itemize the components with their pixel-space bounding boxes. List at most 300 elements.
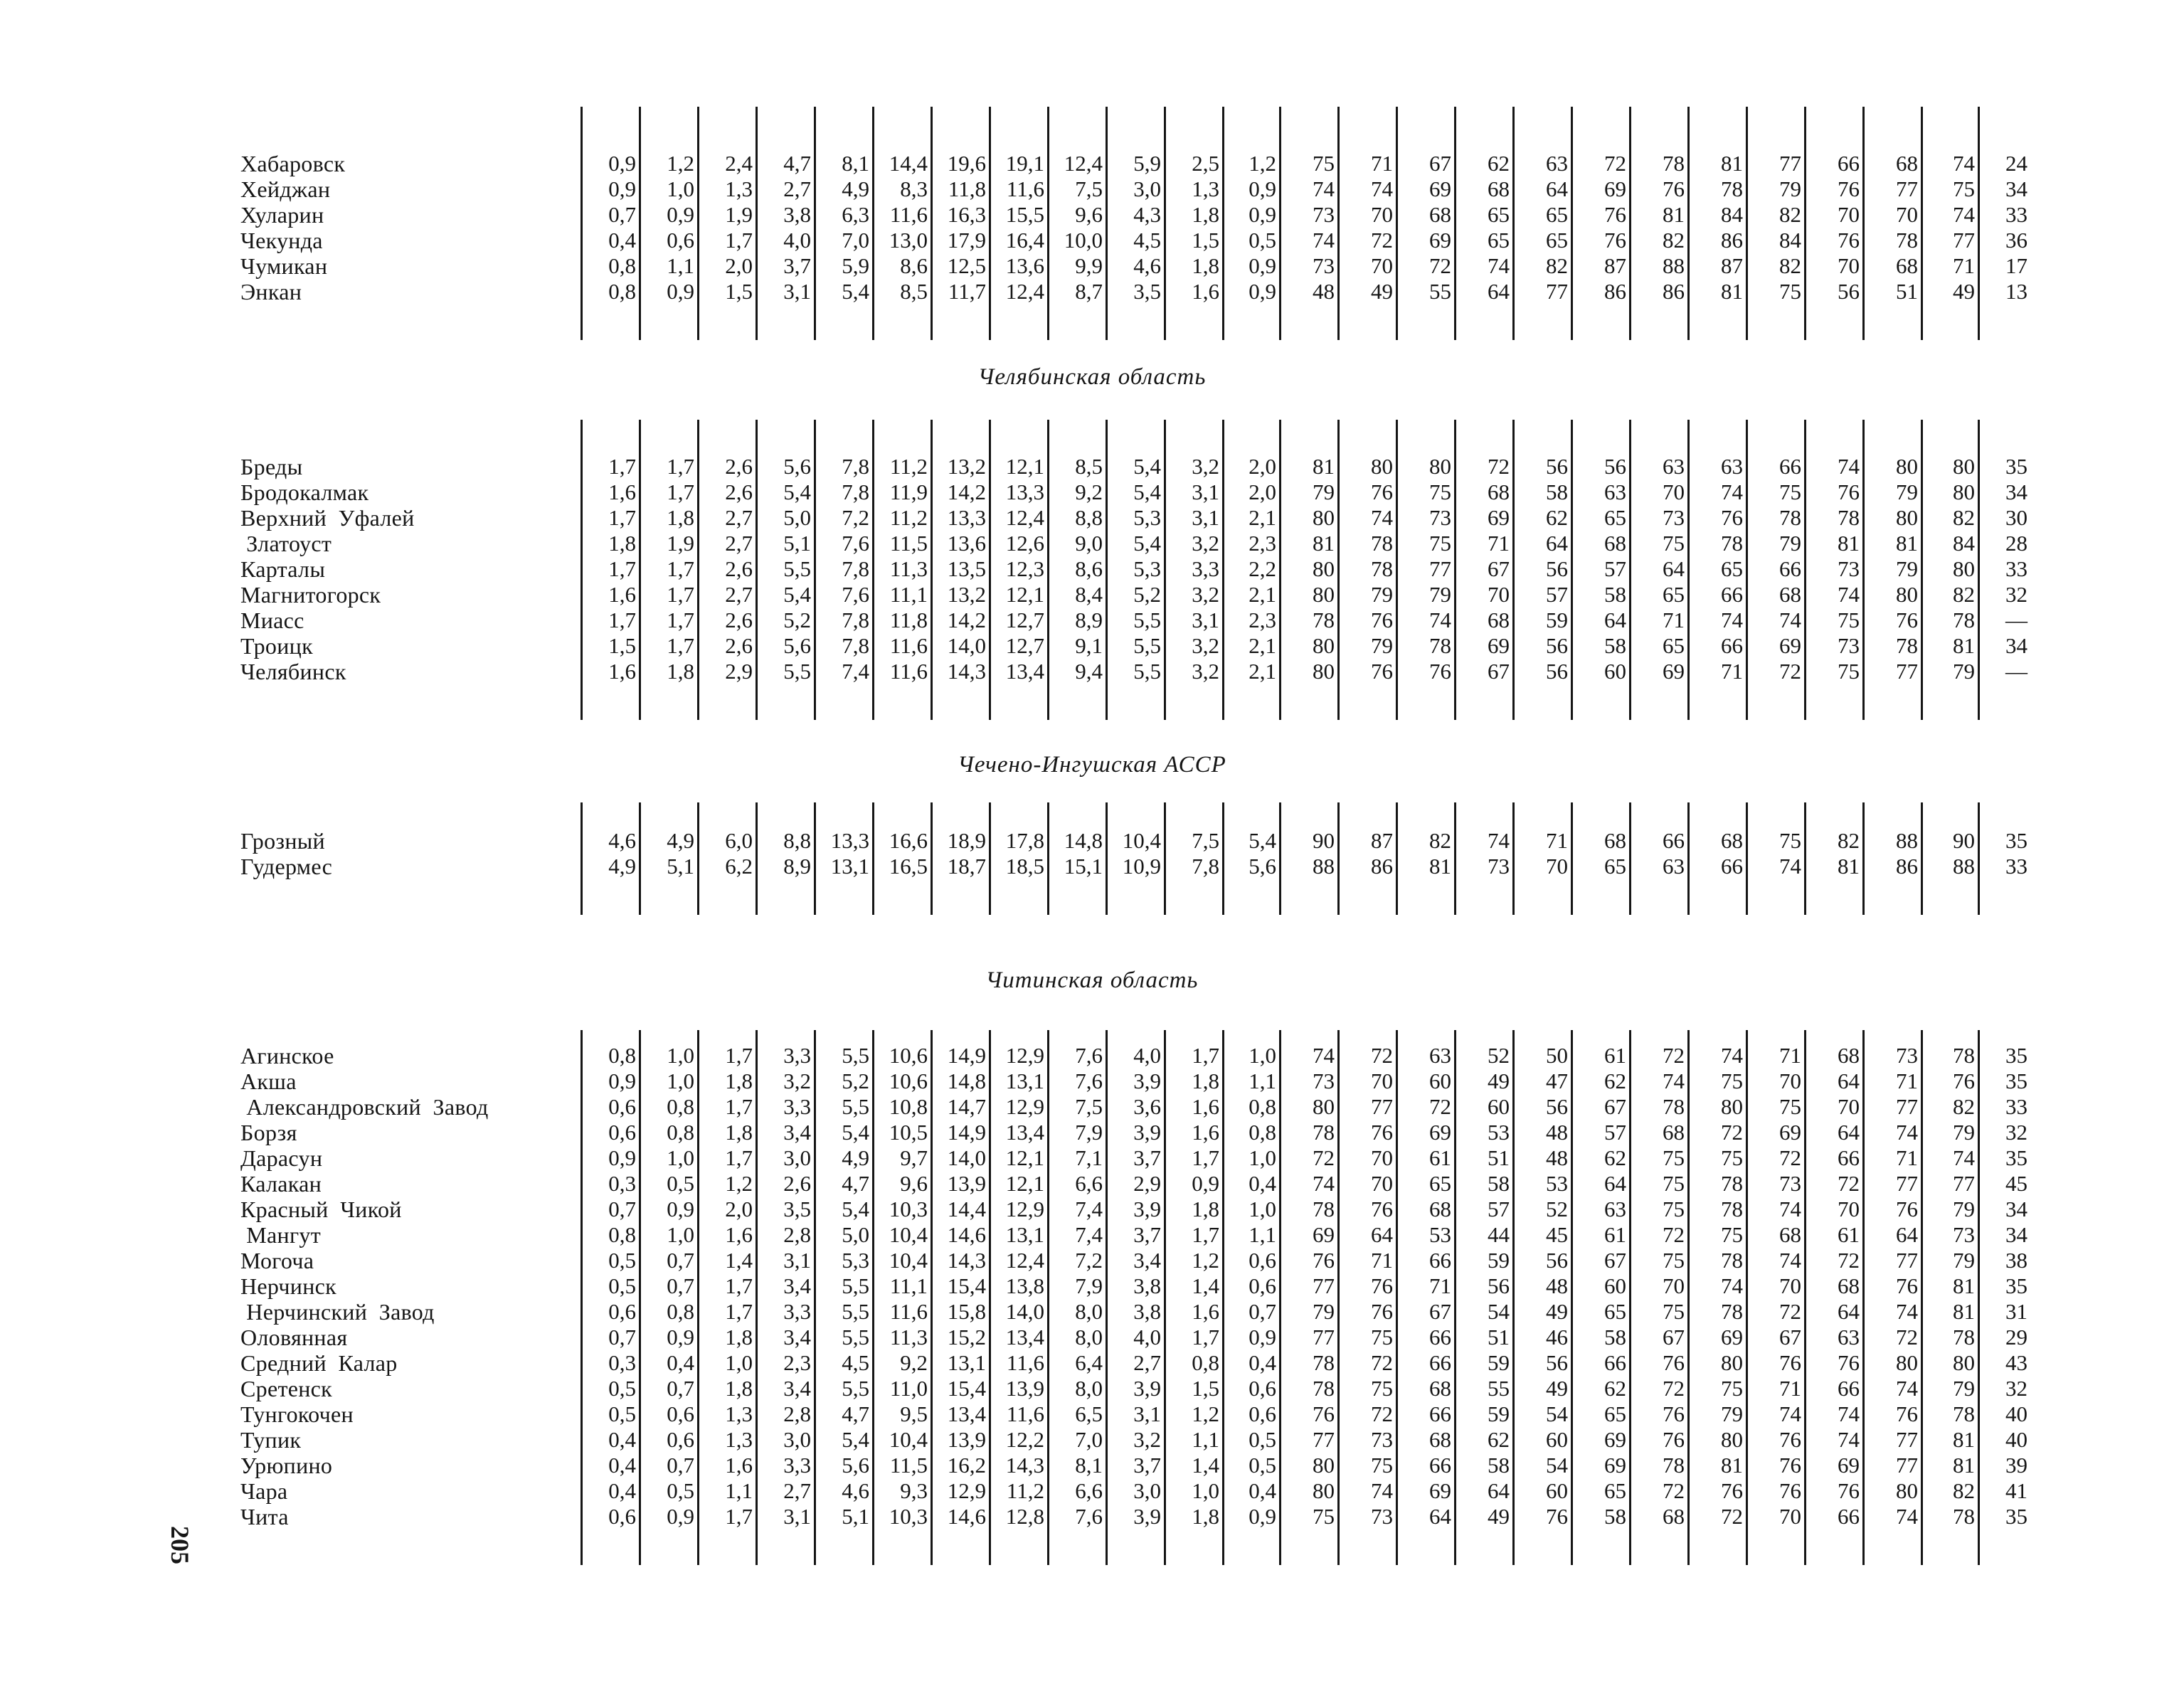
humidity-cell: 78 — [1663, 1094, 1685, 1119]
pressure-cell: 1,8 — [1192, 202, 1219, 227]
humidity-cell: 64 — [1546, 176, 1568, 201]
humidity-cell: 72 — [1371, 1043, 1393, 1068]
pressure-cell: 14,3 — [947, 659, 986, 684]
humidity-cell: 76 — [1371, 608, 1393, 632]
humidity-cell: 74 — [1896, 1299, 1918, 1324]
pressure-cell: 6,3 — [842, 202, 869, 227]
pressure-cell: 15,5 — [1005, 202, 1044, 227]
pressure-cell: 17,9 — [947, 228, 986, 253]
table-row — [0, 279, 2184, 304]
humidity-cell: 72 — [1779, 1145, 1801, 1170]
pressure-cell: 11,6 — [1006, 1401, 1044, 1426]
pressure-cell: 4,9 — [842, 176, 869, 201]
pressure-cell: 13,3 — [830, 828, 869, 853]
humidity-cell: 79 — [1371, 633, 1393, 658]
humidity-cell: 72 — [1896, 1325, 1918, 1349]
station-name: Мангут — [240, 1222, 321, 1248]
humidity-cell: 53 — [1546, 1171, 1568, 1196]
pressure-cell: 3,2 — [1192, 531, 1219, 556]
humidity-cell: 57 — [1546, 582, 1568, 607]
humidity-cell: 47 — [1546, 1068, 1568, 1093]
pressure-cell: 3,9 — [1133, 1120, 1161, 1145]
pressure-cell: 3,3 — [783, 1453, 811, 1478]
humidity-cell: 81 — [1663, 202, 1685, 227]
pressure-cell: 0,6 — [1249, 1248, 1276, 1273]
humidity-cell: 70 — [1838, 253, 1860, 278]
pressure-cell: 7,4 — [1075, 1197, 1103, 1221]
humidity-cell: 63 — [1663, 454, 1685, 479]
humidity-cell: 66 — [1429, 1248, 1451, 1273]
humidity-cell: 45 — [1546, 1222, 1568, 1247]
pressure-cell: 1,0 — [1249, 1145, 1276, 1170]
pressure-cell: 6,2 — [725, 854, 753, 879]
pressure-cell: 1,7 — [725, 1094, 753, 1119]
humidity-cell: 55 — [1488, 1376, 1510, 1401]
pressure-cell: 9,7 — [900, 1145, 928, 1170]
humidity-cell: 71 — [1779, 1043, 1801, 1068]
table-row — [0, 253, 2184, 279]
humidity-cell: 82 — [1546, 253, 1568, 278]
humidity-cell: 70 — [1371, 1068, 1393, 1093]
pressure-cell: 11,6 — [1006, 1350, 1044, 1375]
pressure-cell: 4,6 — [1133, 253, 1161, 278]
extra-cell: 30 — [2005, 505, 2027, 530]
pressure-cell: 1,6 — [1192, 1094, 1219, 1119]
pressure-cell: 2,1 — [1249, 633, 1276, 658]
humidity-cell: 72 — [1663, 1376, 1685, 1401]
pressure-cell: 5,9 — [842, 253, 869, 278]
pressure-cell: 2,1 — [1249, 659, 1276, 684]
humidity-cell: 56 — [1838, 279, 1860, 304]
table-row — [0, 1273, 2184, 1299]
humidity-cell: 74 — [1371, 1478, 1393, 1503]
pressure-cell: 7,4 — [1075, 1222, 1103, 1247]
pressure-cell: 5,1 — [783, 531, 811, 556]
pressure-cell: 10,8 — [889, 1094, 928, 1119]
pressure-cell: 1,4 — [1192, 1273, 1219, 1298]
pressure-cell: 3,1 — [783, 1248, 811, 1273]
station-name: Чита — [240, 1504, 289, 1529]
pressure-cell: 1,7 — [725, 1145, 753, 1170]
humidity-cell: 68 — [1429, 1197, 1451, 1221]
pressure-cell: 0,5 — [667, 1478, 694, 1503]
humidity-cell: 74 — [1488, 828, 1510, 853]
station-name: Средний Калар — [240, 1350, 398, 1376]
extra-cell: 32 — [2005, 582, 2027, 607]
humidity-cell: 75 — [1721, 1145, 1743, 1170]
table-row — [0, 1453, 2184, 1478]
extra-cell: — — [2005, 659, 2027, 684]
humidity-cell: 44 — [1488, 1222, 1510, 1247]
humidity-cell: 74 — [1896, 1376, 1918, 1401]
humidity-cell: 88 — [1896, 828, 1918, 853]
pressure-cell: 0,8 — [608, 1222, 636, 1247]
humidity-cell: 56 — [1546, 659, 1568, 684]
pressure-cell: 3,4 — [783, 1325, 811, 1349]
humidity-cell: 82 — [1953, 582, 1975, 607]
pressure-cell: 11,3 — [889, 1325, 928, 1349]
pressure-cell: 1,8 — [667, 505, 694, 530]
table-row — [0, 151, 2184, 176]
table-row — [0, 1197, 2184, 1222]
humidity-cell: 88 — [1953, 854, 1975, 879]
pressure-cell: 5,9 — [1133, 151, 1161, 176]
section-heading: Челябинская область — [977, 364, 1207, 390]
pressure-cell: 4,7 — [842, 1171, 869, 1196]
humidity-cell: 49 — [1546, 1299, 1568, 1324]
humidity-cell: 76 — [1779, 1478, 1801, 1503]
humidity-cell: 82 — [1779, 253, 1801, 278]
humidity-cell: 78 — [1313, 1197, 1335, 1221]
humidity-cell: 72 — [1721, 1504, 1743, 1529]
humidity-cell: 78 — [1371, 556, 1393, 581]
humidity-cell: 71 — [1663, 608, 1685, 632]
extra-cell: 39 — [2005, 1453, 2027, 1478]
pressure-cell: 1,7 — [1192, 1325, 1219, 1349]
pressure-cell: 2,7 — [783, 176, 811, 201]
humidity-cell: 66 — [1838, 1145, 1860, 1170]
humidity-cell: 77 — [1953, 1171, 1975, 1196]
pressure-cell: 1,0 — [725, 1350, 753, 1375]
pressure-cell: 3,2 — [1192, 582, 1219, 607]
pressure-cell: 12,4 — [1005, 505, 1044, 530]
pressure-cell: 8,8 — [783, 828, 811, 853]
pressure-cell: 5,0 — [783, 505, 811, 530]
pressure-cell: 0,4 — [667, 1350, 694, 1375]
pressure-cell: 0,9 — [1249, 253, 1276, 278]
humidity-cell: 76 — [1371, 1197, 1393, 1221]
pressure-cell: 3,9 — [1133, 1068, 1161, 1093]
humidity-cell: 74 — [1779, 854, 1801, 879]
humidity-cell: 71 — [1429, 1273, 1451, 1298]
humidity-cell: 62 — [1488, 151, 1510, 176]
pressure-cell: 0,5 — [667, 1171, 694, 1196]
humidity-cell: 66 — [1721, 582, 1743, 607]
pressure-cell: 1,7 — [608, 505, 636, 530]
pressure-cell: 0,9 — [1249, 279, 1276, 304]
humidity-cell: 77 — [1896, 1453, 1918, 1478]
pressure-cell: 2,6 — [725, 454, 753, 479]
table-row — [0, 633, 2184, 659]
humidity-cell: 74 — [1313, 176, 1335, 201]
humidity-cell: 72 — [1371, 1401, 1393, 1426]
humidity-cell: 68 — [1663, 1120, 1685, 1145]
pressure-cell: 12,7 — [1005, 608, 1044, 632]
humidity-cell: 86 — [1604, 279, 1626, 304]
extra-cell: 24 — [2005, 151, 2027, 176]
humidity-cell: 66 — [1429, 1325, 1451, 1349]
humidity-cell: 67 — [1604, 1094, 1626, 1119]
humidity-cell: 80 — [1953, 556, 1975, 581]
page-number: 205 — [166, 1526, 194, 1564]
humidity-cell: 69 — [1721, 1325, 1743, 1349]
pressure-cell: 12,1 — [1005, 582, 1044, 607]
pressure-cell: 12,4 — [1064, 151, 1103, 176]
pressure-cell: 1,7 — [725, 1273, 753, 1298]
humidity-cell: 87 — [1721, 253, 1743, 278]
pressure-cell: 18,5 — [1005, 854, 1044, 879]
pressure-cell: 13,3 — [947, 505, 986, 530]
pressure-cell: 3,5 — [1133, 279, 1161, 304]
pressure-cell: 14,6 — [947, 1222, 986, 1247]
pressure-cell: 0,8 — [608, 1043, 636, 1068]
humidity-cell: 68 — [1838, 1273, 1860, 1298]
table-row — [0, 1145, 2184, 1171]
pressure-cell: 1,8 — [1192, 1197, 1219, 1221]
humidity-cell: 69 — [1313, 1222, 1335, 1247]
extra-cell: 33 — [2005, 556, 2027, 581]
humidity-cell: 71 — [1488, 531, 1510, 556]
humidity-cell: 75 — [1721, 1222, 1743, 1247]
pressure-cell: 11,8 — [948, 176, 986, 201]
pressure-cell: 0,6 — [608, 1120, 636, 1145]
humidity-cell: 75 — [1779, 1094, 1801, 1119]
humidity-cell: 84 — [1721, 202, 1743, 227]
pressure-cell: 4,0 — [1133, 1325, 1161, 1349]
table-row — [0, 854, 2184, 879]
extra-cell: — — [2005, 608, 2027, 632]
pressure-cell: 1,7 — [667, 582, 694, 607]
humidity-cell: 67 — [1779, 1325, 1801, 1349]
humidity-cell: 59 — [1488, 1350, 1510, 1375]
humidity-cell: 77 — [1313, 1427, 1335, 1452]
humidity-cell: 80 — [1721, 1427, 1743, 1452]
pressure-cell: 2,1 — [1249, 505, 1276, 530]
pressure-cell: 3,8 — [1133, 1273, 1161, 1298]
humidity-cell: 78 — [1721, 531, 1743, 556]
humidity-cell: 78 — [1313, 608, 1335, 632]
pressure-cell: 1,0 — [667, 1043, 694, 1068]
pressure-cell: 14,3 — [1005, 1453, 1044, 1478]
humidity-cell: 74 — [1896, 1120, 1918, 1145]
humidity-cell: 72 — [1838, 1171, 1860, 1196]
humidity-cell: 71 — [1371, 1248, 1393, 1273]
humidity-cell: 60 — [1429, 1068, 1451, 1093]
pressure-cell: 9,3 — [900, 1478, 928, 1503]
pressure-cell: 14,0 — [1005, 1299, 1044, 1324]
pressure-cell: 1,3 — [1192, 176, 1219, 201]
humidity-cell: 80 — [1313, 556, 1335, 581]
pressure-cell: 1,0 — [1192, 1478, 1219, 1503]
humidity-cell: 76 — [1896, 1197, 1918, 1221]
humidity-cell: 79 — [1953, 659, 1975, 684]
humidity-cell: 76 — [1838, 228, 1860, 253]
humidity-cell: 69 — [1838, 1453, 1860, 1478]
pressure-cell: 1,9 — [667, 531, 694, 556]
pressure-cell: 8,5 — [900, 279, 928, 304]
pressure-cell: 3,0 — [1133, 176, 1161, 201]
station-name: Карталы — [240, 556, 326, 582]
pressure-cell: 1,8 — [667, 659, 694, 684]
pressure-cell: 7,4 — [842, 659, 869, 684]
humidity-cell: 78 — [1896, 228, 1918, 253]
pressure-cell: 1,8 — [725, 1068, 753, 1093]
pressure-cell: 1,8 — [1192, 253, 1219, 278]
humidity-cell: 66 — [1721, 633, 1743, 658]
humidity-cell: 74 — [1371, 505, 1393, 530]
humidity-cell: 75 — [1779, 479, 1801, 504]
pressure-cell: 5,4 — [842, 1427, 869, 1452]
pressure-cell: 3,2 — [1192, 659, 1219, 684]
pressure-cell: 10,0 — [1064, 228, 1103, 253]
humidity-cell: 64 — [1546, 531, 1568, 556]
pressure-cell: 13,1 — [830, 854, 869, 879]
pressure-cell: 7,0 — [842, 228, 869, 253]
pressure-cell: 5,4 — [783, 479, 811, 504]
pressure-cell: 13,3 — [1005, 479, 1044, 504]
pressure-cell: 7,2 — [842, 505, 869, 530]
pressure-cell: 14,8 — [1064, 828, 1103, 853]
humidity-cell: 58 — [1604, 633, 1626, 658]
pressure-cell: 13,8 — [1005, 1273, 1044, 1298]
table-row — [0, 531, 2184, 556]
pressure-cell: 8,8 — [1075, 505, 1103, 530]
humidity-cell: 80 — [1313, 1478, 1335, 1503]
humidity-cell: 75 — [1779, 279, 1801, 304]
humidity-cell: 74 — [1313, 228, 1335, 253]
pressure-cell: 0,6 — [1249, 1273, 1276, 1298]
extra-cell: 33 — [2005, 1094, 2027, 1119]
extra-cell: 31 — [2005, 1299, 2027, 1324]
pressure-cell: 14,9 — [947, 1120, 986, 1145]
humidity-cell: 73 — [1838, 633, 1860, 658]
humidity-cell: 48 — [1546, 1145, 1568, 1170]
pressure-cell: 3,1 — [783, 1504, 811, 1529]
humidity-cell: 74 — [1371, 176, 1393, 201]
humidity-cell: 64 — [1838, 1299, 1860, 1324]
pressure-cell: 1,1 — [1192, 1427, 1219, 1452]
humidity-cell: 76 — [1779, 1427, 1801, 1452]
pressure-cell: 1,8 — [1192, 1504, 1219, 1529]
pressure-cell: 1,8 — [608, 531, 636, 556]
humidity-cell: 69 — [1604, 176, 1626, 201]
humidity-cell: 82 — [1663, 228, 1685, 253]
table-row — [0, 202, 2184, 228]
humidity-cell: 81 — [1953, 1273, 1975, 1298]
humidity-cell: 76 — [1779, 1453, 1801, 1478]
pressure-cell: 12,1 — [1005, 1171, 1044, 1196]
humidity-cell: 78 — [1721, 176, 1743, 201]
humidity-cell: 76 — [1896, 1401, 1918, 1426]
extra-cell: 34 — [2005, 633, 2027, 658]
humidity-cell: 74 — [1721, 1043, 1743, 1068]
humidity-cell: 75 — [1429, 479, 1451, 504]
pressure-cell: 12,4 — [1005, 279, 1044, 304]
humidity-cell: 73 — [1838, 556, 1860, 581]
pressure-cell: 11,2 — [889, 505, 928, 530]
humidity-cell: 74 — [1721, 1273, 1743, 1298]
pressure-cell: 1,7 — [608, 556, 636, 581]
humidity-cell: 82 — [1953, 505, 1975, 530]
pressure-cell: 4,7 — [842, 1401, 869, 1426]
humidity-cell: 77 — [1429, 556, 1451, 581]
station-name: Чумикан — [240, 253, 328, 279]
pressure-cell: 4,5 — [842, 1350, 869, 1375]
extra-cell: 34 — [2005, 479, 2027, 504]
pressure-cell: 7,6 — [842, 582, 869, 607]
humidity-cell: 66 — [1429, 1350, 1451, 1375]
pressure-cell: 3,4 — [783, 1376, 811, 1401]
humidity-cell: 59 — [1488, 1401, 1510, 1426]
pressure-cell: 2,7 — [783, 1478, 811, 1503]
humidity-cell: 86 — [1896, 854, 1918, 879]
humidity-cell: 71 — [1896, 1068, 1918, 1093]
humidity-cell: 77 — [1896, 176, 1918, 201]
humidity-cell: 80 — [1953, 1350, 1975, 1375]
pressure-cell: 3,6 — [1133, 1094, 1161, 1119]
humidity-cell: 82 — [1429, 828, 1451, 853]
humidity-cell: 63 — [1546, 151, 1568, 176]
humidity-cell: 72 — [1838, 1248, 1860, 1273]
pressure-cell: 3,1 — [1133, 1401, 1161, 1426]
humidity-cell: 79 — [1953, 1248, 1975, 1273]
table-section — [0, 802, 2184, 915]
humidity-cell: 65 — [1663, 633, 1685, 658]
pressure-cell: 3,3 — [783, 1043, 811, 1068]
pressure-cell: 3,1 — [1192, 505, 1219, 530]
humidity-cell: 63 — [1604, 1197, 1626, 1221]
pressure-cell: 0,7 — [667, 1376, 694, 1401]
pressure-cell: 1,0 — [667, 176, 694, 201]
pressure-cell: 1,7 — [667, 608, 694, 632]
humidity-cell: 65 — [1546, 228, 1568, 253]
humidity-cell: 76 — [1604, 228, 1626, 253]
extra-cell: 34 — [2005, 176, 2027, 201]
pressure-cell: 7,8 — [842, 556, 869, 581]
pressure-cell: 13,5 — [947, 556, 986, 581]
table-row — [0, 479, 2184, 505]
humidity-cell: 80 — [1896, 1350, 1918, 1375]
humidity-cell: 49 — [1371, 279, 1393, 304]
pressure-cell: 1,6 — [608, 659, 636, 684]
humidity-cell: 70 — [1838, 1094, 1860, 1119]
humidity-cell: 63 — [1721, 454, 1743, 479]
pressure-cell: 16,5 — [889, 854, 928, 879]
extra-cell: 13 — [2005, 279, 2027, 304]
humidity-cell: 67 — [1663, 1325, 1685, 1349]
pressure-cell: 18,9 — [947, 828, 986, 853]
humidity-cell: 63 — [1838, 1325, 1860, 1349]
pressure-cell: 0,4 — [608, 1453, 636, 1478]
table-row — [0, 176, 2184, 202]
humidity-cell: 63 — [1663, 854, 1685, 879]
station-name: Акша — [240, 1068, 297, 1094]
station-name: Гудермес — [240, 854, 333, 879]
humidity-cell: 54 — [1488, 1299, 1510, 1324]
pressure-cell: 1,2 — [667, 151, 694, 176]
station-name: Тунгокочен — [240, 1401, 354, 1427]
extra-cell: 35 — [2005, 1068, 2027, 1093]
pressure-cell: 3,8 — [783, 202, 811, 227]
pressure-cell: 10,3 — [889, 1504, 928, 1529]
humidity-cell: 74 — [1721, 608, 1743, 632]
pressure-cell: 2,7 — [1133, 1350, 1161, 1375]
pressure-cell: 0,9 — [667, 1504, 694, 1529]
humidity-cell: 71 — [1371, 151, 1393, 176]
humidity-cell: 78 — [1953, 608, 1975, 632]
humidity-cell: 57 — [1604, 1120, 1626, 1145]
pressure-cell: 7,6 — [842, 531, 869, 556]
humidity-cell: 71 — [1896, 1145, 1918, 1170]
humidity-cell: 62 — [1604, 1068, 1626, 1093]
pressure-cell: 6,6 — [1075, 1171, 1103, 1196]
pressure-cell: 0,7 — [1249, 1299, 1276, 1324]
pressure-cell: 0,9 — [667, 202, 694, 227]
humidity-cell: 58 — [1604, 582, 1626, 607]
pressure-cell: 11,8 — [889, 608, 928, 632]
humidity-cell: 76 — [1721, 505, 1743, 530]
humidity-cell: 65 — [1721, 556, 1743, 581]
